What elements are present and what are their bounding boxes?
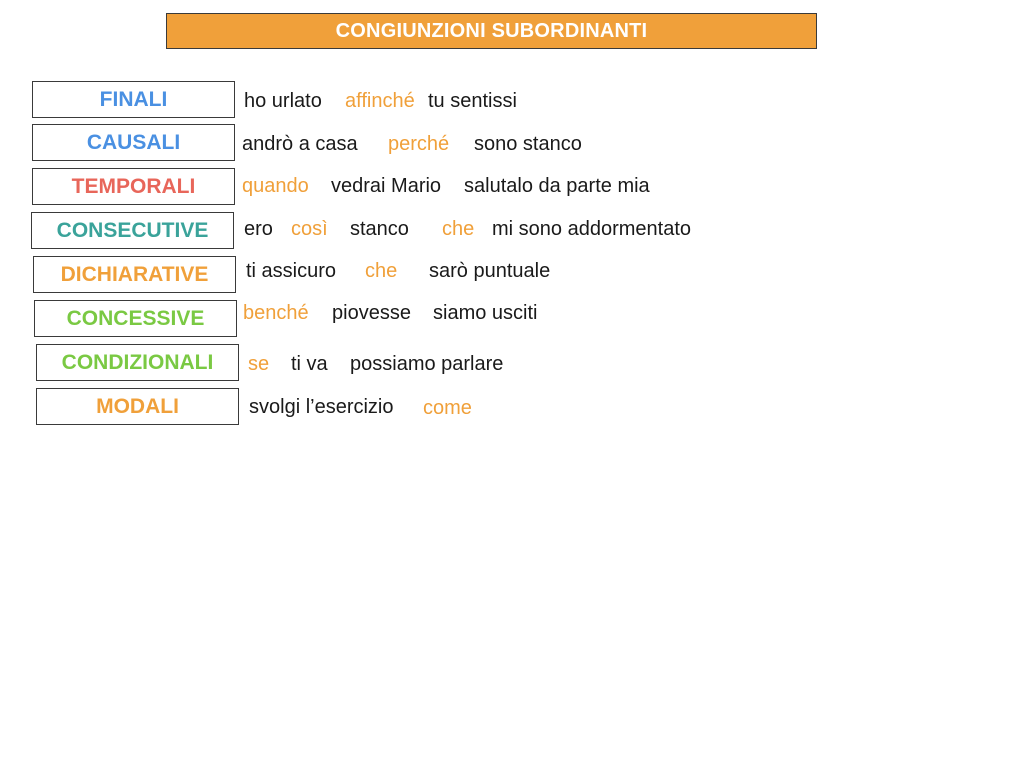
- conjunction-word: perché: [388, 133, 450, 155]
- label-consecutive: CONSECUTIVE: [31, 212, 234, 249]
- conjunction-word: che: [365, 260, 398, 282]
- label-dichiarative: DICHIARATIVE: [33, 256, 236, 293]
- conjunction-word: che: [442, 218, 475, 240]
- conjunction-word: quando: [242, 175, 309, 197]
- sentence-part: andrò a casa: [242, 133, 358, 155]
- sentence-part: stanco: [350, 218, 409, 240]
- sentence-part: salutalo da parte mia: [464, 175, 650, 197]
- sentence-part: ti assicuro: [246, 260, 337, 282]
- label-finali: FINALI: [32, 81, 235, 118]
- label-causali: CAUSALI: [32, 124, 235, 161]
- label-temporali: TEMPORALI: [32, 168, 235, 205]
- conjunction-word: se: [248, 353, 270, 375]
- label-concessive: CONCESSIVE: [34, 300, 237, 337]
- sentence-part: piovesse: [332, 302, 411, 324]
- sentence-part: svolgi l’esercizio: [249, 396, 394, 418]
- sentence-part: ero: [244, 218, 273, 240]
- page-title: CONGIUNZIONI SUBORDINANTI: [166, 13, 817, 49]
- conjunction-word: affinché: [345, 90, 415, 112]
- sentence-part: ho urlato: [244, 90, 322, 112]
- conjunction-word: come: [423, 397, 472, 419]
- sentence-part: vedrai Mario: [331, 175, 442, 197]
- sentence-part: tu sentissi: [428, 90, 517, 112]
- sentence-part: ti va: [291, 353, 328, 375]
- sentence-part: siamo usciti: [433, 302, 538, 324]
- label-condizionali: CONDIZIONALI: [36, 344, 239, 381]
- conjunction-word: così: [291, 218, 328, 240]
- sentence-part: possiamo parlare: [350, 353, 504, 375]
- sentence-part: sono stanco: [474, 133, 582, 155]
- sentence-part: sarò puntuale: [429, 260, 551, 282]
- label-modali: MODALI: [36, 388, 239, 425]
- conjunction-word: benché: [243, 302, 309, 324]
- sentence-part: mi sono addormentato: [492, 218, 692, 240]
